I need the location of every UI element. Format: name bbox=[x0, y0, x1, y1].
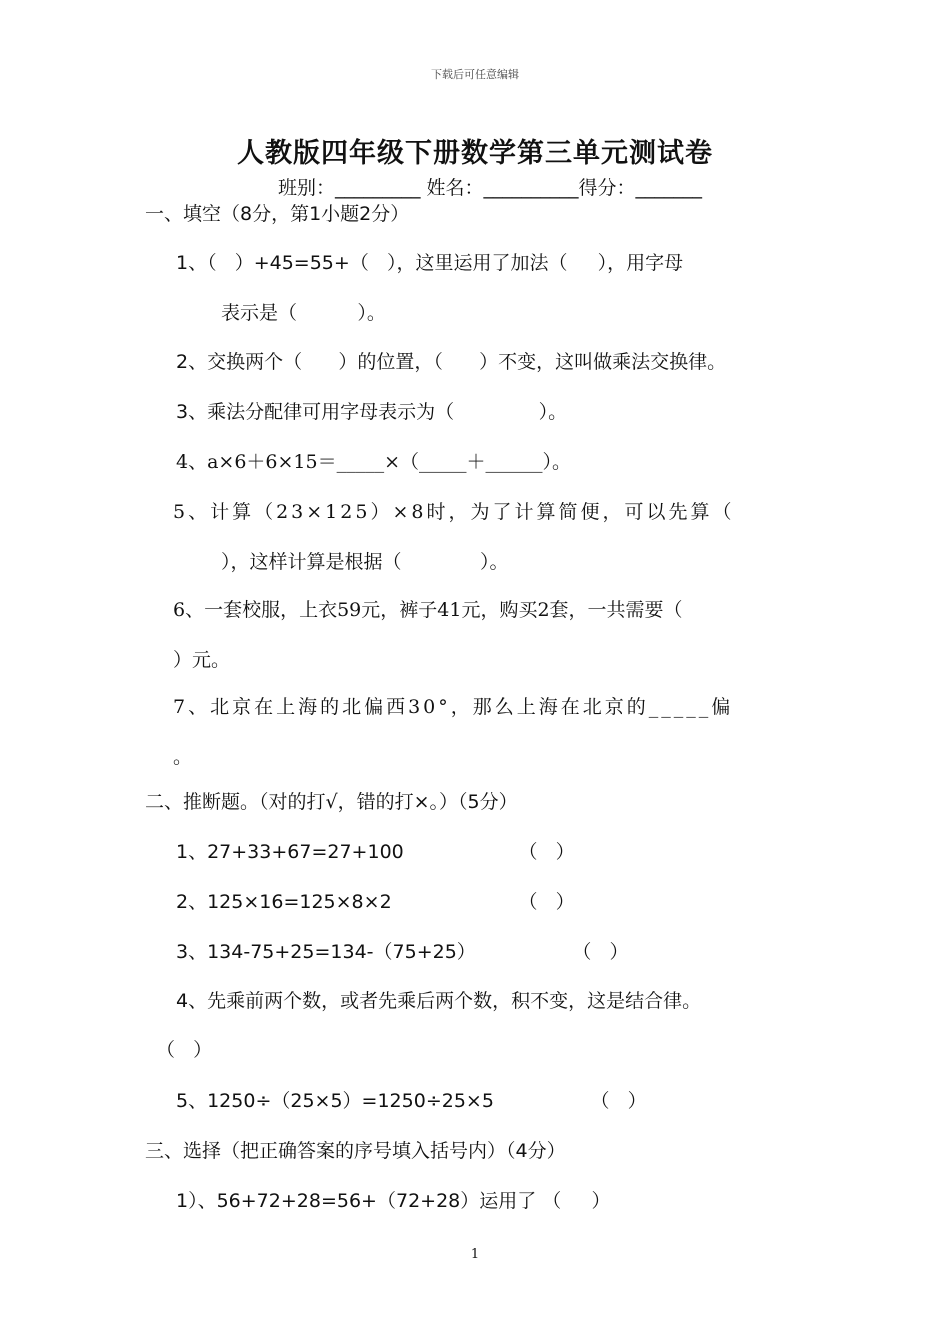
student-info-line: 班别：_________ 姓名：__________得分：_______ bbox=[278, 177, 703, 199]
s2-question-5: 5、1250÷（25×5）=1250÷25×5 （ ） bbox=[176, 1090, 647, 1112]
page-number bbox=[0, 1247, 950, 1262]
s2-question-4-line-1: 4、先乘前两个数，或者先乘后两个数，积不变，这是结合律。 bbox=[176, 990, 702, 1012]
s1-question-4: 4、a×6＋6×15＝_____×（_____＋______）。 bbox=[176, 451, 572, 473]
s1-question-5-line-1: 5、计算（23×125）×8时，为了计算简便，可以先算（ bbox=[173, 501, 735, 523]
section-2-heading: 二、推断题。（对的打√，错的打×。）（5分） bbox=[145, 791, 518, 813]
header-note: 下载后可任意编辑 bbox=[431, 68, 519, 81]
s1-question-1-line-1: 1、（ ）+45=55+（ ），这里运用了加法（ ），用字母 bbox=[176, 252, 684, 274]
section-3-heading: 三、选择（把正确答案的序号填入括号内）（4分） bbox=[145, 1140, 566, 1162]
page-number-text: 1 bbox=[470, 1247, 480, 1262]
s1-question-6-line-2: ）元。 bbox=[173, 649, 231, 671]
s1-question-6-line-1: 6、一套校服，上衣59元，裤子41元，购买2套，一共需要（ bbox=[173, 599, 683, 621]
s1-question-7-line-2: 。 bbox=[173, 746, 193, 768]
s1-question-1-line-2: 表示是（ ）。 bbox=[221, 302, 386, 324]
section-1-heading: 一、填空（8分，第1小题2分） bbox=[145, 203, 410, 225]
s1-question-3: 3、乘法分配律可用字母表示为（ ）。 bbox=[176, 401, 568, 423]
s1-question-2: 2、交换两个（ ）的位置，（ ）不变，这叫做乘法交换律。 bbox=[176, 351, 727, 373]
page-title: 人教版四年级下册数学第三单元测试卷 bbox=[237, 138, 713, 169]
s3-question-1: 1）、56+72+28=56+（72+28）运用了 （ ） bbox=[176, 1190, 611, 1212]
s2-question-1: 1、27+33+67=27+100 （ ） bbox=[176, 841, 575, 863]
s2-question-3: 3、134-75+25=134-（75+25） （ ） bbox=[176, 941, 629, 963]
s2-question-2: 2、125×16=125×8×2 （ ） bbox=[176, 891, 575, 913]
s1-question-7-line-1: 7、北京在上海的北偏西30°，那么上海在北京的_____偏 bbox=[173, 696, 734, 718]
s2-question-4-line-2: （ ） bbox=[156, 1039, 213, 1061]
s1-question-5-line-2: ），这样计算是根据（ ）。 bbox=[221, 551, 509, 573]
